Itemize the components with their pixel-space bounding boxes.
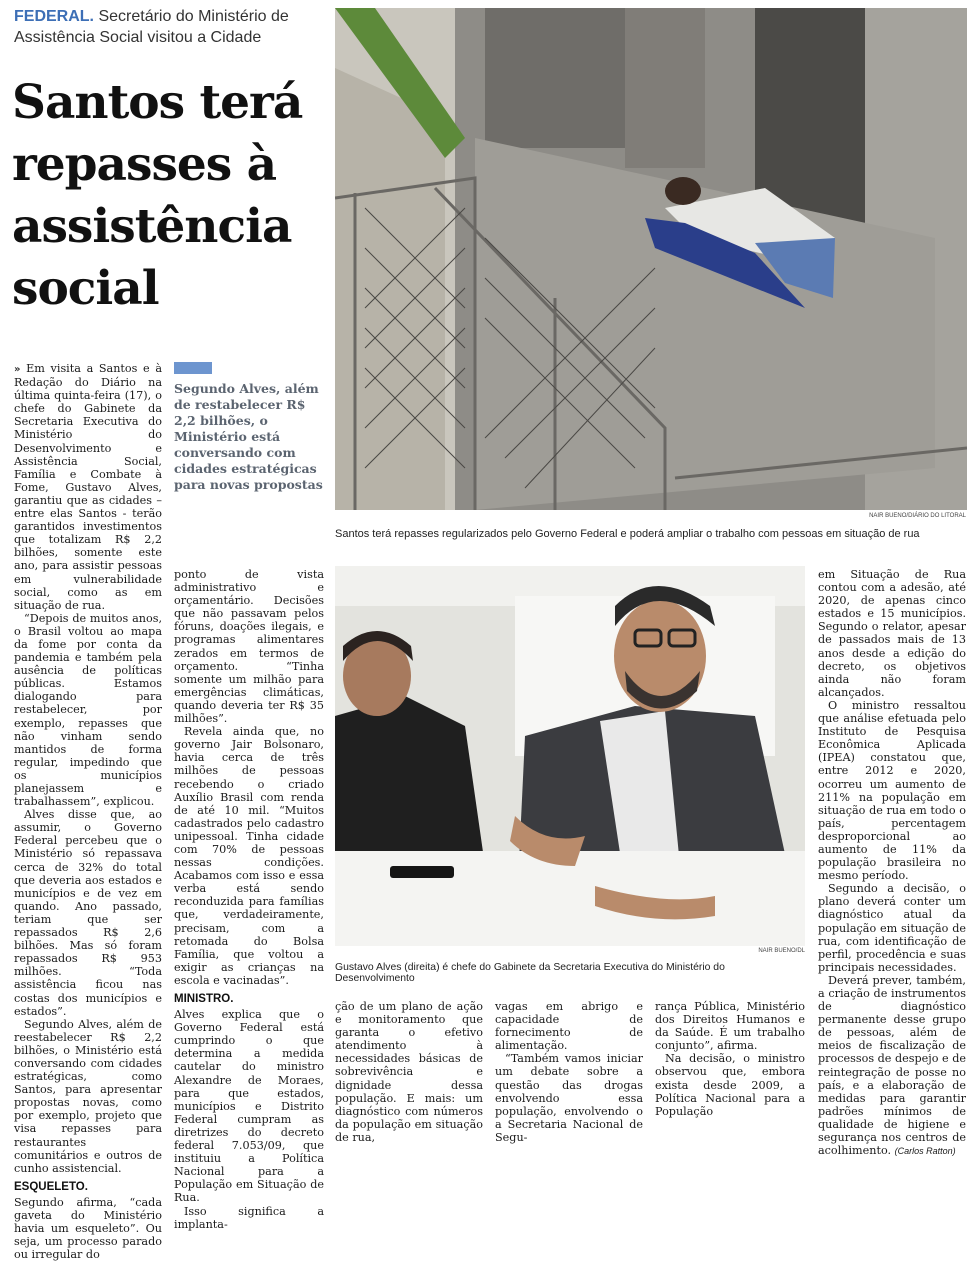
photo2-credit: NAIR BUENO/DL xyxy=(758,948,805,954)
subheading-ministro: MINISTRO. xyxy=(174,993,234,1005)
paragraph: Isso significa a implanta- xyxy=(174,1204,324,1231)
photo-illustration xyxy=(335,8,967,510)
paragraph: em Situação de Rua contou com a adesão, até 2020, de apenas cinco estados e 15 municípios. Segundo o relator, apesar de passados mais de 13 anos desde a edição do decreto, os objetivos ainda não foram alcançados. xyxy=(818,568,966,699)
paragraph: Na decisão, o ministro observou que, embora exista desde 2009, a Política Nacional para a População xyxy=(655,1052,805,1118)
photo-illustration xyxy=(335,566,805,946)
column-2 xyxy=(174,568,324,1231)
paragraph: Alves explica que o Governo Federal está cumprindo o que determina a medida cautelar do ministro Alexandre de Moraes, para que estados, municípios e Distrito Federal cumpram as diretrizes do decreto federal 7.053/09, que instituiu a Política Nacional para a População em Situação de Rua. xyxy=(174,1008,324,1205)
pullquote-accent-bar xyxy=(174,362,212,374)
paragraph: Revela ainda que, no governo Jair Bolsonaro, havia cerca de três milhões de pessoas recebendo o criado Auxílio Brasil com renda de até 10 mil. “Muitos cadastrados pelo cadastro unipessoal. Tinha cidade com 70% de pessoas nessas condições. Acabamos com isso e essa verba está sendo reconduzida para famílias que, verdadeiramente, precisam, com a retomada do Bolsa Família, que voltou a exigir as crianças na escola e vacinadas”. xyxy=(174,725,324,987)
photo2-caption: Gustavo Alves (direita) é chefe do Gabinete da Secretaria Executiva do Ministério do Desenvolvimento xyxy=(335,962,725,984)
column-1 xyxy=(14,362,162,1261)
paragraph: vagas em abrigo e capacidade de fornecimento de alimentação. xyxy=(495,1000,643,1053)
photo1-caption: Santos terá repasses regularizados pelo Governo Federal e poderá ampliar o trabalho com pessoas em situação de rua xyxy=(335,528,920,540)
paragraph: Segundo Alves, além de reestabelecer R$ 2,2 bilhões, o Ministério está conversando com cidades estratégicas, como Santos, para apresentar propostas novas, como por exemplo, projeto que visa repasses para restaurantes comunitários e outros de cunho assistencial. xyxy=(14,1017,162,1175)
column-6 xyxy=(818,568,966,1158)
section-label: FEDERAL. xyxy=(14,8,94,25)
photo-gustavo-alves xyxy=(335,566,805,946)
pullquote: Segundo Alves, além de restabelecer R$ 2,2 bilhões, o Ministério está conversando com cidades estratégicas para novas propostas xyxy=(174,381,323,492)
author-signature: (Carlos Ratton) xyxy=(894,1146,956,1157)
kicker-text: Secretário do Ministério de Assistência Social visitou a Cidade xyxy=(14,8,289,46)
paragraph: rança Pública, Ministério dos Direitos Humanos e da Saúde. É um trabalho conjunto”, afirma. xyxy=(655,1000,805,1053)
kicker xyxy=(14,6,330,48)
headline: Santos terá repasses à assistência social xyxy=(12,75,303,316)
paragraph: Segundo a decisão, o plano deverá conter um diagnóstico atual da população em situação de rua, com identificação de perfil, procedência e suas principais necessidades. xyxy=(818,882,966,974)
column-4 xyxy=(495,1000,643,1144)
paragraph: “Depois de muitos anos, o Brasil voltou ao mapa da fome por conta da pandemia e também pela ausência de políticas públicas. Estamos dialogando para restabelecer, por exemplo, repasses que não vinham sendo mantidos de forma regular, impedindo que os municípios planejassem e trabalhassem”, explicou. xyxy=(14,611,162,809)
photo-homeless-person xyxy=(335,8,967,510)
paragraph: ponto de vista administrativo e orçamentário. Decisões que não passavam pelos fóruns, doações ilegais, e programas alimentares zerados em termos de orçamento. “Tinha somente um milhão para emergências climáticas, quando deveria ter R$ 35 milhões”. xyxy=(174,568,324,726)
paragraph: Deverá prever, também, a criação de instrumentos de diagnóstico permanente desse grupo de pessoas, além de meios de fiscalização de processos de despejo e de reintegração de posse no país, e a elaboração de medidas para garantir padrões mínimos de qualidade de higiene e segurança nos centros de acolhimento. (Carlos Ratton) xyxy=(818,973,967,1158)
paragraph: Alves disse que, ao assumir, o Governo Federal percebeu que o Ministério só repassava cerca de 32% do total que deveria aos estados e municípios e de vez em quando. Ano passado, teriam que ser repassados R$ 2,6 bilhões. Mas só foram repassados R$ 953 milhões. “Toda assistência ficou nas costas dos municípios e estados”. xyxy=(14,808,162,1018)
lead-paragraph: » Em visita a Santos e à Redação do Diário na última quinta-feira (17), o chefe do Gabinete da Secretaria Executiva do Ministério do Desenvolvimento e Assistência Social, Família e Combate à Fome, Gustavo Alves, garantiu que as cidades – entre elas Santos - terão garantidos investimentos que totalizam R$ 2,2 bilhões, somente este ano, para assistir pessoas em vulnerabilidade social, como as em situação de rua. xyxy=(14,362,162,612)
paragraph: Segundo afirma, “cada gaveta do Ministério havia um esqueleto”. Ou seja, um processo parado ou irregular do xyxy=(14,1195,162,1261)
column-3 xyxy=(335,1000,483,1144)
paragraph: “Também vamos iniciar um debate sobre a questão das drogas envolvendo essa população, envolvendo o a Secretaria Nacional de Segu- xyxy=(495,1052,643,1144)
paragraph: ção de um plano de ação e monitoramento que garanta o efetivo atendimento à necessidades básicas de sobrevivência e dignidade dessa população. E mais: um diagnóstico com números da população em situação de rua, xyxy=(335,1000,483,1144)
photo1-credit: NAIR BUENO/DIÁRIO DO LITORAL xyxy=(869,513,966,519)
column-5 xyxy=(655,1000,805,1118)
lead-marker-icon: » xyxy=(14,364,21,375)
paragraph: O ministro ressaltou que análise efetuada pelo Instituto de Pesquisa Econômica Aplicada (IPEA) constatou que, entre 2012 e 2020, ocorreu um aumento de 211% na população em situação de rua em todo o país, percentagem desproporcional ao aumento de 11% da população brasileira no mesmo período. xyxy=(818,698,966,883)
subheading-esqueleto: ESQUELETO. xyxy=(14,1180,88,1193)
